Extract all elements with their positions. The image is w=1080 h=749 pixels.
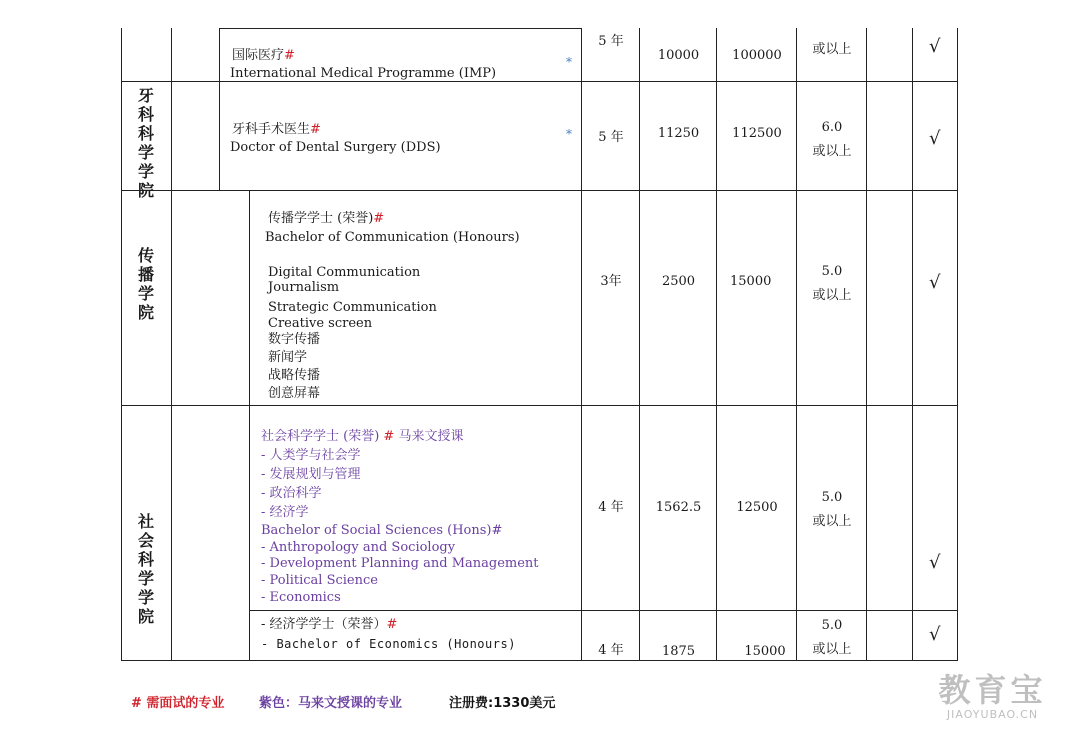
check-icon: √ <box>929 624 941 645</box>
watermark-brand: 教育宝 <box>938 671 1047 709</box>
fee-total: 15000 <box>730 274 772 289</box>
fee-per-year: 2500 <box>661 274 696 289</box>
program-name-en: International Medical Programme (IMP) <box>230 66 497 81</box>
grid-line <box>639 28 640 661</box>
program-name-cn: 牙科手术医生 <box>232 122 311 137</box>
program-name-en: Doctor of Dental Surgery (DDS) <box>230 140 441 155</box>
major-en: - Political Science <box>261 573 378 588</box>
major-en: - Economics <box>261 590 341 605</box>
grid-line <box>219 28 582 29</box>
grid-line <box>957 28 958 661</box>
fee-total: 112500 <box>732 126 782 141</box>
major-cn: - 政治科学 <box>261 486 322 501</box>
duration: 5 年 <box>598 130 624 145</box>
watermark-domain: JIAOYUBAO.CN <box>946 708 1039 721</box>
grid-line <box>249 190 250 661</box>
major-en: - Development Planning and Management <box>261 556 539 571</box>
duration: 3年 <box>600 274 622 289</box>
grid-line <box>912 28 913 661</box>
star-mark: * <box>566 127 572 141</box>
check-icon: √ <box>929 272 941 293</box>
requirement-score: 5.0 <box>821 264 843 279</box>
program-name-cn: 传播学学士 (荣誉) <box>268 211 374 226</box>
fee-total: 100000 <box>732 48 782 63</box>
program-name-en: Bachelor of Communication (Honours) <box>265 230 520 245</box>
faculty-social-sciences: 社会科学学院 <box>137 512 154 626</box>
major-cn: 创意屏幕 <box>268 386 321 401</box>
interview-mark: # <box>310 122 321 137</box>
star-mark: * <box>566 55 572 69</box>
fee-per-year: 1875 <box>661 644 696 659</box>
major-en: Strategic Communication <box>268 300 437 315</box>
faculty-dental: 牙科科学学院 <box>137 86 154 200</box>
grid-line <box>716 28 717 661</box>
major-en: Creative screen <box>268 316 373 331</box>
fee-total: 12500 <box>736 500 778 515</box>
footer-interview-note: # 需面试的专业 <box>131 696 225 711</box>
grid-line <box>121 660 958 661</box>
fee-per-year: 1562.5 <box>655 500 702 515</box>
major-en: Digital Communication <box>268 265 421 280</box>
major-cn: - 人类学与社会学 <box>261 448 361 463</box>
major-en: Journalism <box>268 280 340 295</box>
duration: 5 年 <box>598 34 624 49</box>
grid-line <box>581 28 582 661</box>
grid-line <box>171 28 172 661</box>
grid-line <box>121 405 958 406</box>
interview-mark: # <box>373 211 385 226</box>
requirement: 或以上 <box>812 514 852 529</box>
requirement: 或以上 <box>812 642 852 657</box>
requirement: 或以上 <box>812 288 852 303</box>
duration: 4 年 <box>598 643 624 658</box>
requirement-score: 5.0 <box>821 490 843 505</box>
requirement: 或以上 <box>812 144 852 159</box>
footer-registration-fee: 注册费:1330美元 <box>449 696 556 711</box>
program-name-cn: - 经济学学士（荣誉） <box>261 617 387 632</box>
major-cn: 战略传播 <box>268 368 321 383</box>
major-cn: - 发展规划与管理 <box>261 467 361 482</box>
grid-line <box>121 28 122 661</box>
program-name-cn: 社会科学学士 (荣誉) <box>261 429 380 444</box>
interview-mark: # <box>284 48 295 63</box>
check-icon: √ <box>929 552 941 573</box>
fee-per-year: 10000 <box>657 48 700 63</box>
major-cn: - 经济学 <box>261 505 309 520</box>
interview-mark: # <box>491 523 503 538</box>
program-name-en: Bachelor of Social Sciences (Hons) <box>261 523 492 538</box>
major-cn: 新闻学 <box>268 350 308 365</box>
footer-purple-note: 紫色：马来文授课的专业 <box>259 696 403 711</box>
major-en: - Anthropology and Sociology <box>261 540 456 555</box>
duration: 4 年 <box>598 500 624 515</box>
program-name-cn: 国际医疗 <box>232 48 285 63</box>
program-name-en: - Bachelor of Economics (Honours) <box>261 637 516 651</box>
malay-note: 马来文授课 <box>398 429 464 444</box>
grid-line <box>249 610 957 611</box>
requirement-score: 5.0 <box>821 618 843 633</box>
fee-total: 15000 <box>744 644 786 659</box>
watermark-logo <box>920 672 1065 721</box>
interview-mark: # <box>386 617 398 632</box>
fee-per-year: 11250 <box>657 126 700 141</box>
grid-line <box>121 190 958 191</box>
requirement-score: 6.0 <box>821 120 843 135</box>
requirement: 或以上 <box>812 42 852 57</box>
faculty-communication: 传播学院 <box>137 246 154 322</box>
check-icon: √ <box>929 128 941 149</box>
major-cn: 数字传播 <box>268 332 321 347</box>
interview-mark: # <box>383 429 395 444</box>
check-icon: √ <box>929 36 941 57</box>
grid-line <box>219 28 220 190</box>
